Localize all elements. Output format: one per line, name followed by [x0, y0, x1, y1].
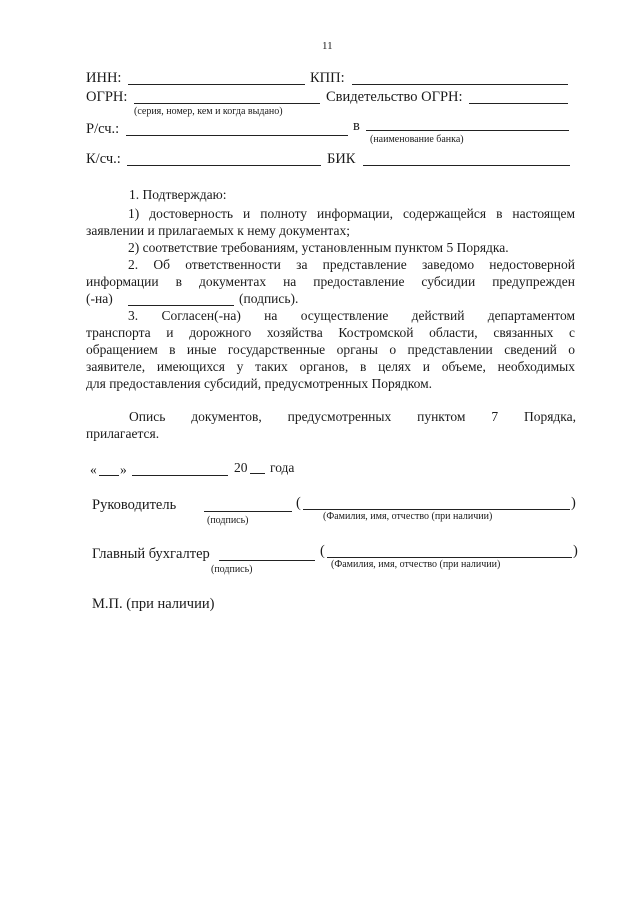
- in-label: в: [353, 118, 360, 134]
- inn-field[interactable]: [128, 84, 305, 85]
- head-fio-field[interactable]: [303, 509, 570, 510]
- p3-line1: 3. Согласен(-на) на осуществление действий департаментом: [128, 308, 575, 323]
- year-prefix: 20: [234, 460, 248, 475]
- bank-hint: (наименование банка): [370, 134, 464, 145]
- rs-label: Р/сч.:: [86, 121, 120, 137]
- p3-line4: заявителе, имеющихся у таких органов, в целях и объеме, необходимых: [86, 359, 575, 374]
- head-fio-hint: (Фамилия, имя, отчество (при наличии): [323, 511, 493, 522]
- ogrn-field[interactable]: [134, 103, 320, 104]
- accountant-paren-open: (: [320, 543, 325, 559]
- bik-label: БИК: [327, 151, 356, 167]
- head-paren-open: (: [296, 495, 301, 511]
- bik-field[interactable]: [363, 165, 570, 166]
- chief-accountant-label: Главный бухгалтер: [92, 546, 210, 562]
- p1-item1-line1: 1) достоверность и полноту информации, содержащейся в настоящем: [128, 206, 575, 221]
- accountant-fio-hint: (Фамилия, имя, отчество (при наличии): [331, 559, 501, 570]
- ogrn-label: ОГРН:: [86, 89, 128, 105]
- accountant-paren-close: ): [573, 543, 578, 559]
- cert-field[interactable]: [469, 103, 568, 104]
- p2-line2: информации в документах на предоставление субсидии предупрежден: [86, 274, 575, 289]
- kpp-field[interactable]: [352, 84, 568, 85]
- p3-line5: для предоставления субсидий, предусмотренных Порядком.: [86, 376, 433, 391]
- inn-label: ИНН:: [86, 70, 122, 86]
- year-suffix: года: [270, 460, 295, 475]
- p3-line2: транспорта и дорожного хозяйства Костромской области, связанных с: [86, 325, 575, 340]
- p3-line3: обращением в иные государственные органы о представлении сведений о: [86, 342, 575, 357]
- stamp-note: М.П. (при наличии): [92, 596, 215, 612]
- date-close-quote: »: [120, 462, 127, 477]
- p2-line1: 2. Об ответственности за представление заведомо недостоверной: [128, 257, 575, 272]
- page-number: 11: [322, 40, 333, 52]
- date-open-quote: «: [90, 462, 97, 477]
- p1-item2: 2) соответствие требованиям, установленным пунктом 5 Порядка.: [128, 240, 509, 255]
- accountant-signature-field[interactable]: [219, 560, 315, 561]
- head-signature-field[interactable]: [204, 511, 292, 512]
- ks-field[interactable]: [127, 165, 321, 166]
- inventory-line1: Опись документов, предусмотренных пунктом 7 Порядка,: [129, 409, 576, 424]
- accountant-fio-field[interactable]: [327, 557, 572, 558]
- day-field[interactable]: [99, 475, 119, 476]
- p2-line3-end: (подпись).: [239, 291, 299, 306]
- head-signature-hint: (подпись): [207, 515, 249, 526]
- kpp-label: КПП:: [310, 70, 345, 86]
- cert-label: Свидетельство ОГРН:: [326, 89, 463, 105]
- head-paren-close: ): [571, 495, 576, 511]
- p1-heading: 1. Подтверждаю:: [129, 187, 227, 202]
- accountant-signature-hint: (подпись): [211, 564, 253, 575]
- rs-field[interactable]: [126, 135, 348, 136]
- bank-field[interactable]: [366, 130, 569, 131]
- head-label: Руководитель: [92, 497, 177, 513]
- p2-signature-field[interactable]: [128, 305, 234, 306]
- p1-item1-line2: заявлении и прилагаемых к нему документах;: [86, 223, 350, 238]
- p2-line3-start: (-на): [86, 291, 113, 306]
- inventory-line2: прилагается.: [86, 426, 160, 441]
- ks-label: К/сч.:: [86, 151, 121, 167]
- cert-hint: (серия, номер, кем и когда выдано): [134, 106, 283, 117]
- month-field[interactable]: [132, 475, 228, 476]
- year-field[interactable]: [250, 473, 265, 474]
